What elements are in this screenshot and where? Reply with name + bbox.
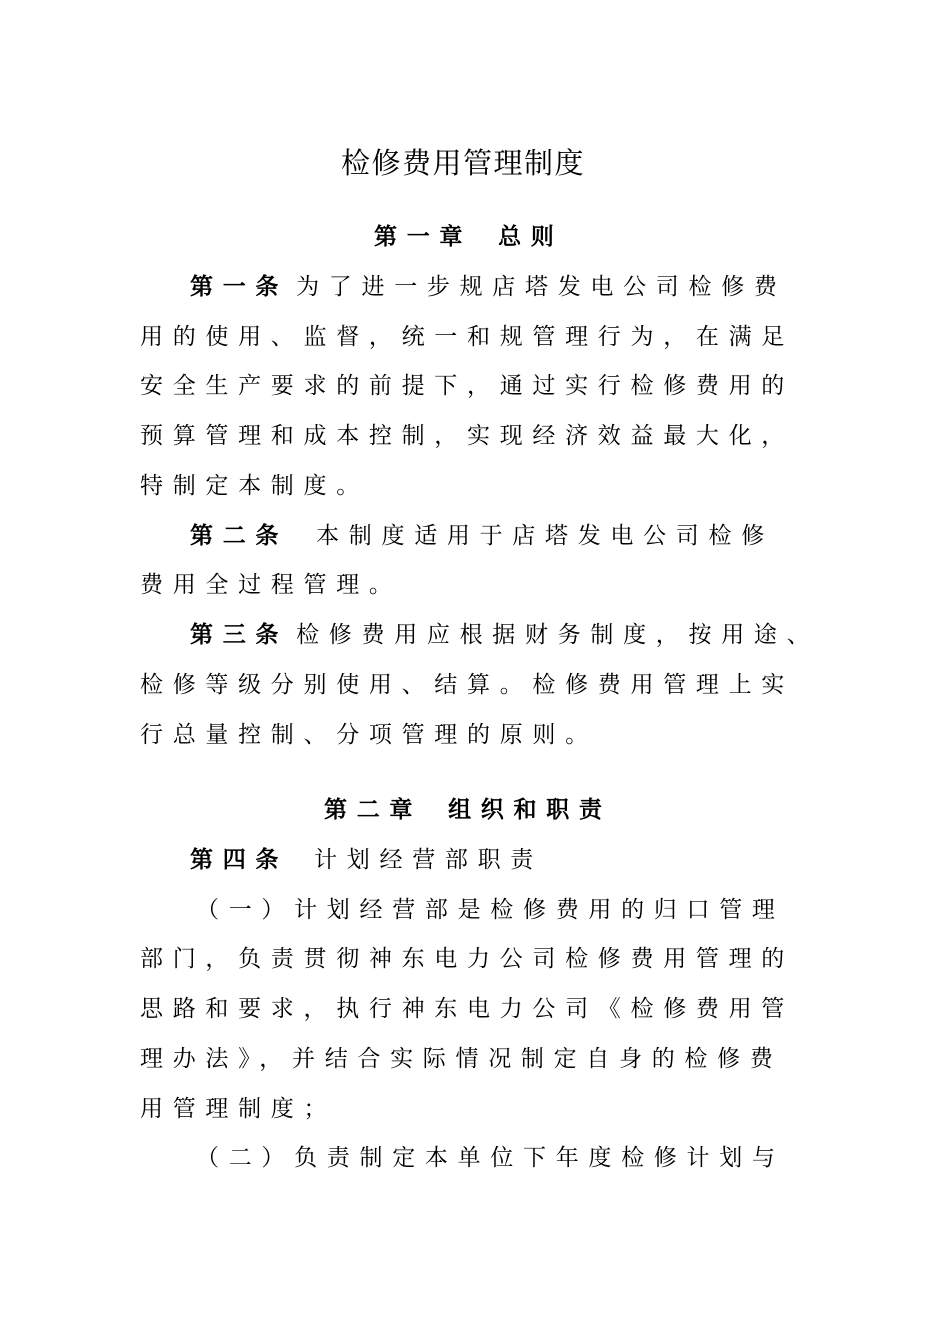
article-1-line-2: 用的使用、监督，统一和规管理行为，在满足 xyxy=(140,324,794,350)
article-4-heading: 计划经营部职责 xyxy=(314,847,544,873)
article-4-line-1 xyxy=(190,845,543,875)
item-1-line-3: 思路和要求，执行神东电力公司《检修费用管 xyxy=(140,996,794,1022)
chapter-1-heading xyxy=(374,222,564,252)
article-3-line-2: 检修等级分别使用、结算。检修费用管理上实 xyxy=(140,672,794,698)
item-1-line-5: 用管理制度； xyxy=(140,1096,337,1122)
item-1-line-1: （一）计划经营部是检修费用的归口管理 xyxy=(196,897,785,923)
article-3-label: 第三条 xyxy=(190,622,289,648)
article-2-line-2: 费用全过程管理。 xyxy=(140,572,402,598)
document-title: 检修费用管理制度 xyxy=(341,146,586,180)
chapter-2-name: 组织和职责 xyxy=(448,797,612,823)
article-2-line-1 xyxy=(190,521,774,551)
article-3-line-3: 行总量控制、分项管理的原则。 xyxy=(140,722,598,748)
article-3-line-1 xyxy=(190,620,819,650)
article-2-text: 本制度适用于店塔发电公司检修 xyxy=(316,523,774,549)
article-1-label: 第一条 xyxy=(190,274,289,300)
item-2-line-1: （二）负责制定本单位下年度检修计划与 xyxy=(196,1145,785,1171)
item-1-line-4: 理办法》，并结合实际情况制定自身的检修费 xyxy=(140,1046,783,1072)
chapter-1-name: 总则 xyxy=(498,224,564,250)
article-2-label: 第二条 xyxy=(190,523,289,549)
article-1-line-1 xyxy=(190,272,787,302)
article-1-line-3: 安全生产要求的前提下，通过实行检修费用的 xyxy=(140,373,794,399)
article-4-label: 第四条 xyxy=(190,847,289,873)
article-1-line-5: 特制定本制度。 xyxy=(140,473,369,499)
item-1-line-2: 部门，负责贯彻神东电力公司检修费用管理的 xyxy=(140,946,794,972)
chapter-2-heading xyxy=(324,795,612,825)
chapter-1-number: 第一章 xyxy=(374,224,473,250)
article-1-text: 为了进一步规店塔发电公司检修费 xyxy=(296,274,787,300)
article-3-text: 检修费用应根据财务制度，按用途、 xyxy=(296,622,820,648)
article-1-line-4: 预算管理和成本控制，实现经济效益最大化， xyxy=(140,423,794,449)
chapter-2-number: 第二章 xyxy=(324,797,423,823)
